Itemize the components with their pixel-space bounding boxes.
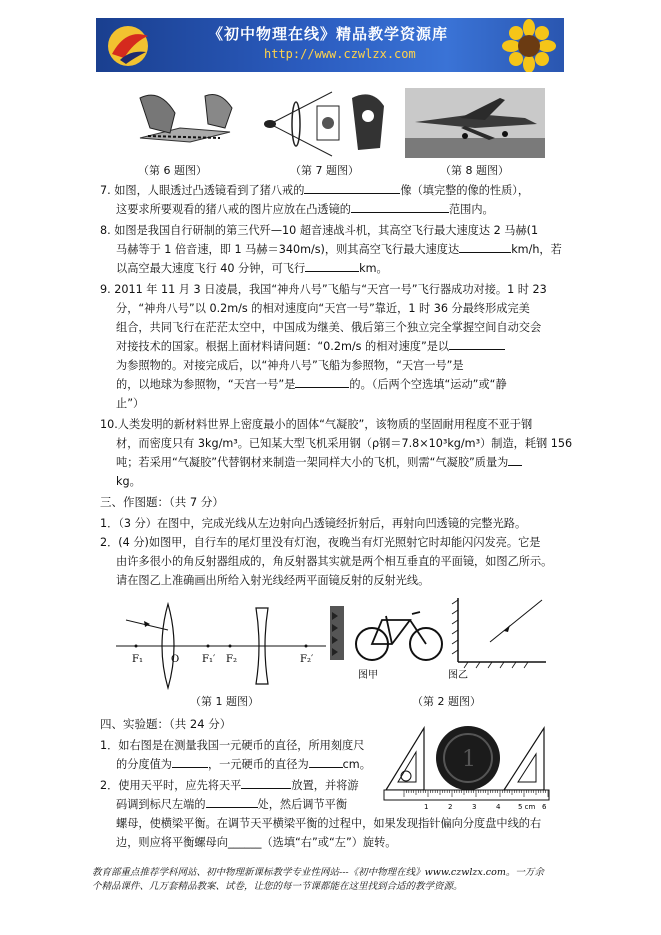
sec4-q1-line2: 的分度值为 ，一元硬币的直径为 cm。 xyxy=(116,755,371,774)
sec3-q2-line1: 2．(4 分)如图甲，自行车的尾灯里没有灯泡，夜晚当有灯光照射它时却能闪闪发亮。它是 xyxy=(100,536,541,549)
banner-title: 《初中物理在线》精品教学资源库 xyxy=(208,25,449,43)
banner-url[interactable]: http://www.czwlzx.com xyxy=(264,47,416,61)
ruler-label-4: 4 xyxy=(496,803,501,811)
figure-8-jet-icon xyxy=(405,88,545,158)
sec4-q2-line1: 2．使用天平时，应先将天平 放置，并将游 xyxy=(100,776,359,795)
q9-line5: 为参照物的。对接完成后，以“神舟八号”飞船为参照物，“天宫一号”是 xyxy=(116,359,464,372)
q9-line2: 分，“神舟八号”以 0.2m/s 的相对速度向“天宫一号”靠近，1 时 36 分最终形成完美 xyxy=(116,302,530,315)
figure-6-hand-icon xyxy=(120,88,250,158)
footer-line2: 个精品课件、几万套精品教案、试卷，让您的每一节课都能在这里找到合适的教学资源。 xyxy=(92,881,463,892)
ruler-label-2: 2 xyxy=(448,803,453,811)
q8-line3: 以高空最大速度飞行 40 分钟，可飞行 km。 xyxy=(116,259,388,278)
q8-line1: 8. 如图是我国自行研制的第三代歼—10 超音速战斗机，其高空飞行最大速度达 2 马赫(1 xyxy=(100,224,539,237)
q9-line6: 的，以地球为参照物，“天宫一号”是 的。（后两个空选填“运动”或“静 xyxy=(116,375,507,394)
label-f1-prime: F₁′ xyxy=(202,654,216,665)
q9-line7: 止”） xyxy=(116,397,145,410)
sec4-q2-line3: 螺母，使横梁平衡。在调节天平横梁平衡的过程中，如果发现指针偏向分度盘中线的右 xyxy=(116,817,542,830)
q10-line4: kg。 xyxy=(116,475,141,488)
caption-fig8: （第 8 题图） xyxy=(440,164,509,177)
q10-line2: 材，而密度只有 3kg/m³。已知某大型飞机采用钢（ρ钢＝7.8×10³kg/m³）制造，耗钢 156 xyxy=(116,437,573,450)
sec3-q2-line3: 请在图乙上准确画出所给入射光线经两平面镜反射的反射光线。 xyxy=(116,574,430,587)
label-o: O xyxy=(171,654,180,665)
q10-line3: 吨；若采用“气凝胶”代替钢材来制造一架同样大小的飞机，则需“气凝胶”质量为 xyxy=(116,453,522,472)
section-3-title: 三、作图题：（共 7 分） xyxy=(100,495,224,509)
caption-sec3-fig2: （第 2 题图） xyxy=(412,695,481,708)
ruler-label-5: 5 cm xyxy=(518,803,536,811)
caption-fig7: （第 7 题图） xyxy=(290,164,359,177)
sec3-q1: 1．（3 分）在图中，完成光线从左边射向凸透镜经折射后，再射向凹透镜的完整光路。 xyxy=(100,517,527,530)
sunflower-icon xyxy=(500,20,558,72)
q9-line4: 对接技术的国家。根据上面材料请问题：“0.2m/s 的相对速度”是以 xyxy=(116,337,505,356)
bicycle-diagram xyxy=(330,592,460,682)
corner-reflector-diagram xyxy=(450,592,550,682)
label-figure-a: 图甲 xyxy=(358,670,378,681)
sec3-q2-line2: 由许多很小的角反射器组成的，角反射器其实就是两个相互垂直的平面镜，如图乙所示。 xyxy=(116,555,553,568)
footer-line1: 教育部重点推荐学科网站、初中物理新课标教学专业性网站---《初中物理在线》www.czwlzx.com。一万余 xyxy=(92,867,544,878)
q7-line1: 7. 如图，人眼透过凸透镜看到了猪八戒的 像（填完整的像的性质）， xyxy=(100,181,529,200)
q9-line1: 9. 2011 年 11 月 3 日凌晨，我国“神舟八号”飞船与“天宫一号”飞行器成功对接。1 时 23 xyxy=(100,283,547,296)
page-footer xyxy=(92,866,572,894)
q7-line2: 这要求所要观看的猪八戒的图片应放在凸透镜的 范围内。 xyxy=(116,200,494,219)
ruler-label-3: 3 xyxy=(472,803,477,811)
label-f1: F₁ xyxy=(132,654,143,665)
section-4-title: 四、实验题：（共 24 分） xyxy=(100,717,232,731)
coin-numeral: 1 xyxy=(462,747,476,772)
sec4-q2-line2: 码调到标尺左端的 处，然后调节平衡 xyxy=(116,795,347,814)
lens-ray-diagram xyxy=(116,600,326,680)
q9-line3: 组合，共同飞行在茫茫太空中，中国成为继美、俄后第三个独立完全掌握空间自动交会 xyxy=(116,321,542,334)
caption-fig6: （第 6 题图） xyxy=(138,164,207,177)
label-figure-b: 图乙 xyxy=(448,670,468,681)
figure-7-lens-eye-icon xyxy=(262,88,392,158)
ruler-label-1: 1 xyxy=(424,803,429,811)
header-banner xyxy=(96,18,564,72)
label-f2-prime: F₂′ xyxy=(300,654,314,665)
q10-line1: 10.人类发明的新材料世界上密度最小的固体“气凝胶”，该物质的坚固耐用程度不亚于钢 xyxy=(100,418,533,431)
ruler-label-6: 6 xyxy=(542,803,547,811)
sec4-q1-line1: 1．如右图是在测量我国一元硬币的直径，所用刻度尺 xyxy=(100,739,365,752)
coin-ruler-diagram xyxy=(384,720,554,810)
sec4-q2-line4: 边，则应将平衡螺母向______（选填“右”或“左”）旋转。 xyxy=(116,836,397,849)
site-logo-icon xyxy=(104,24,156,68)
caption-sec3-fig1: （第 1 题图） xyxy=(190,695,259,708)
q8-line2: 马赫等于 1 倍音速，即 1 马赫＝340m/s)，则其高空飞行最大速度达 km/h，若 xyxy=(116,240,562,259)
label-f2: F₂ xyxy=(226,654,237,665)
